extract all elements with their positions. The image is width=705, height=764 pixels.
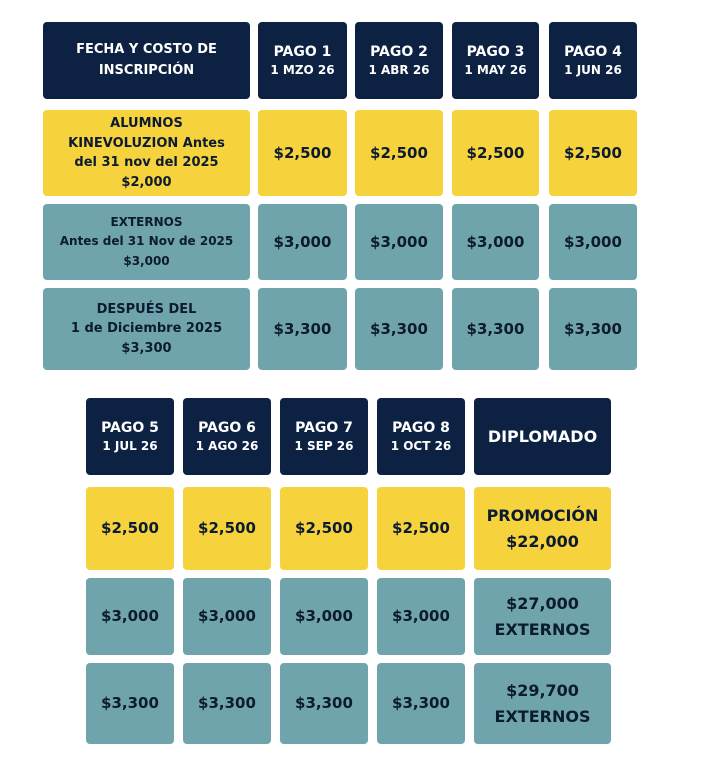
price-cell	[549, 110, 637, 196]
price-cell	[183, 487, 271, 570]
price-cell	[355, 110, 443, 196]
price-cell	[377, 663, 465, 744]
diplomado-line: EXTERNOS	[494, 619, 591, 639]
price-cell	[258, 288, 347, 370]
diplomado-promocion	[474, 487, 611, 570]
price-value: $3,300	[198, 694, 256, 713]
row-description-despues	[43, 288, 250, 370]
price-cell	[377, 578, 465, 655]
desc-line: 1 de Diciembre 2025	[70, 321, 223, 337]
payment-date: 1 AGO 26	[195, 438, 259, 453]
price-cell	[86, 487, 174, 570]
desc-line: $3,300	[121, 340, 172, 356]
payment-label: PAGO 5	[101, 419, 159, 436]
header-payment-4	[549, 22, 637, 99]
price-cell	[280, 487, 368, 570]
price-value: $3,000	[198, 607, 256, 626]
desc-line: EXTERNOS	[110, 215, 183, 230]
price-value: $2,500	[466, 143, 525, 162]
payment-date: 1 SEP 26	[294, 438, 354, 453]
price-cell	[183, 663, 271, 744]
price-value: $3,000	[295, 607, 353, 626]
diplomado-line: EXTERNOS	[494, 706, 591, 726]
payment-date: 1 OCT 26	[390, 438, 452, 453]
price-value: $2,500	[564, 143, 622, 162]
price-value: $2,500	[273, 143, 332, 162]
header-payment-6	[183, 398, 271, 475]
price-value: $3,000	[370, 232, 428, 251]
price-cell	[183, 578, 271, 655]
desc-line: $2,000	[121, 174, 172, 190]
price-cell	[258, 110, 347, 196]
price-value: $3,300	[370, 319, 428, 338]
price-cell	[355, 288, 443, 370]
price-cell	[549, 204, 637, 280]
diplomado-externos-1	[474, 578, 611, 655]
header-payment-7	[280, 398, 368, 475]
price-value: $3,300	[101, 694, 159, 713]
payment-label: PAGO 8	[392, 419, 450, 436]
payment-label: PAGO 6	[198, 419, 256, 436]
payment-date: 1 MAY 26	[464, 62, 527, 77]
price-value: $3,300	[392, 694, 450, 713]
price-cell	[258, 204, 347, 280]
desc-line: Antes del 31 Nov de 2025	[59, 234, 234, 249]
price-value: $3,300	[564, 319, 622, 338]
price-value: $2,500	[198, 519, 256, 538]
payment-date: 1 ABR 26	[368, 62, 430, 77]
row-description-alumnos	[43, 110, 250, 196]
price-cell	[549, 288, 637, 370]
price-value: $3,300	[273, 319, 332, 338]
price-value: $3,000	[392, 607, 450, 626]
payment-date: 1 JUN 26	[564, 62, 622, 77]
payment-label: PAGO 2	[370, 43, 428, 60]
price-value: $3,000	[564, 232, 622, 251]
desc-line: ALUMNOS	[110, 116, 183, 131]
price-value: $2,500	[101, 519, 159, 538]
price-value: $2,500	[392, 519, 450, 538]
price-value: $3,000	[273, 232, 332, 251]
price-cell	[86, 663, 174, 744]
price-cell	[452, 110, 539, 196]
row-description-externos	[43, 204, 250, 280]
desc-line: KINEVOLUZION Antes	[68, 135, 225, 151]
header-payment-5	[86, 398, 174, 475]
header-corner-label: FECHA Y COSTO DE INSCRIPCIÓN	[76, 41, 217, 78]
price-value: $3,300	[295, 694, 353, 713]
desc-line: DESPUÉS DEL	[96, 301, 197, 317]
price-value: $3,000	[466, 232, 525, 251]
price-value: $2,500	[370, 143, 428, 162]
desc-line: del 31 nov del 2025	[74, 155, 219, 170]
price-value: $2,500	[295, 519, 353, 538]
price-cell	[377, 487, 465, 570]
payment-date: 1 JUL 26	[102, 438, 158, 453]
header-payment-3	[452, 22, 539, 99]
price-cell	[280, 578, 368, 655]
payment-label: PAGO 4	[564, 43, 622, 60]
header-payment-1	[258, 22, 347, 99]
header-payment-8	[377, 398, 465, 475]
price-value: $3,000	[101, 607, 159, 626]
price-cell	[452, 204, 539, 280]
payment-label: PAGO 3	[466, 43, 525, 60]
payment-date: 1 MZO 26	[270, 62, 335, 77]
payment-label: PAGO 7	[295, 419, 353, 436]
diplomado-line: $27,000	[506, 593, 579, 613]
price-value: $3,300	[466, 319, 525, 338]
diplomado-line: $29,700	[506, 680, 579, 700]
price-cell	[355, 204, 443, 280]
payment-label: PAGO 1	[273, 43, 332, 60]
diplomado-externos-2	[474, 663, 611, 744]
header-payment-2	[355, 22, 443, 99]
header-corner	[43, 22, 250, 99]
diplomado-line: $22,000	[506, 531, 579, 551]
desc-line: $3,000	[123, 253, 170, 268]
diplomado-label: DIPLOMADO	[487, 426, 598, 446]
header-diplomado	[474, 398, 611, 475]
price-cell	[86, 578, 174, 655]
price-cell	[280, 663, 368, 744]
diplomado-line: PROMOCIÓN	[486, 505, 599, 525]
price-cell	[452, 288, 539, 370]
